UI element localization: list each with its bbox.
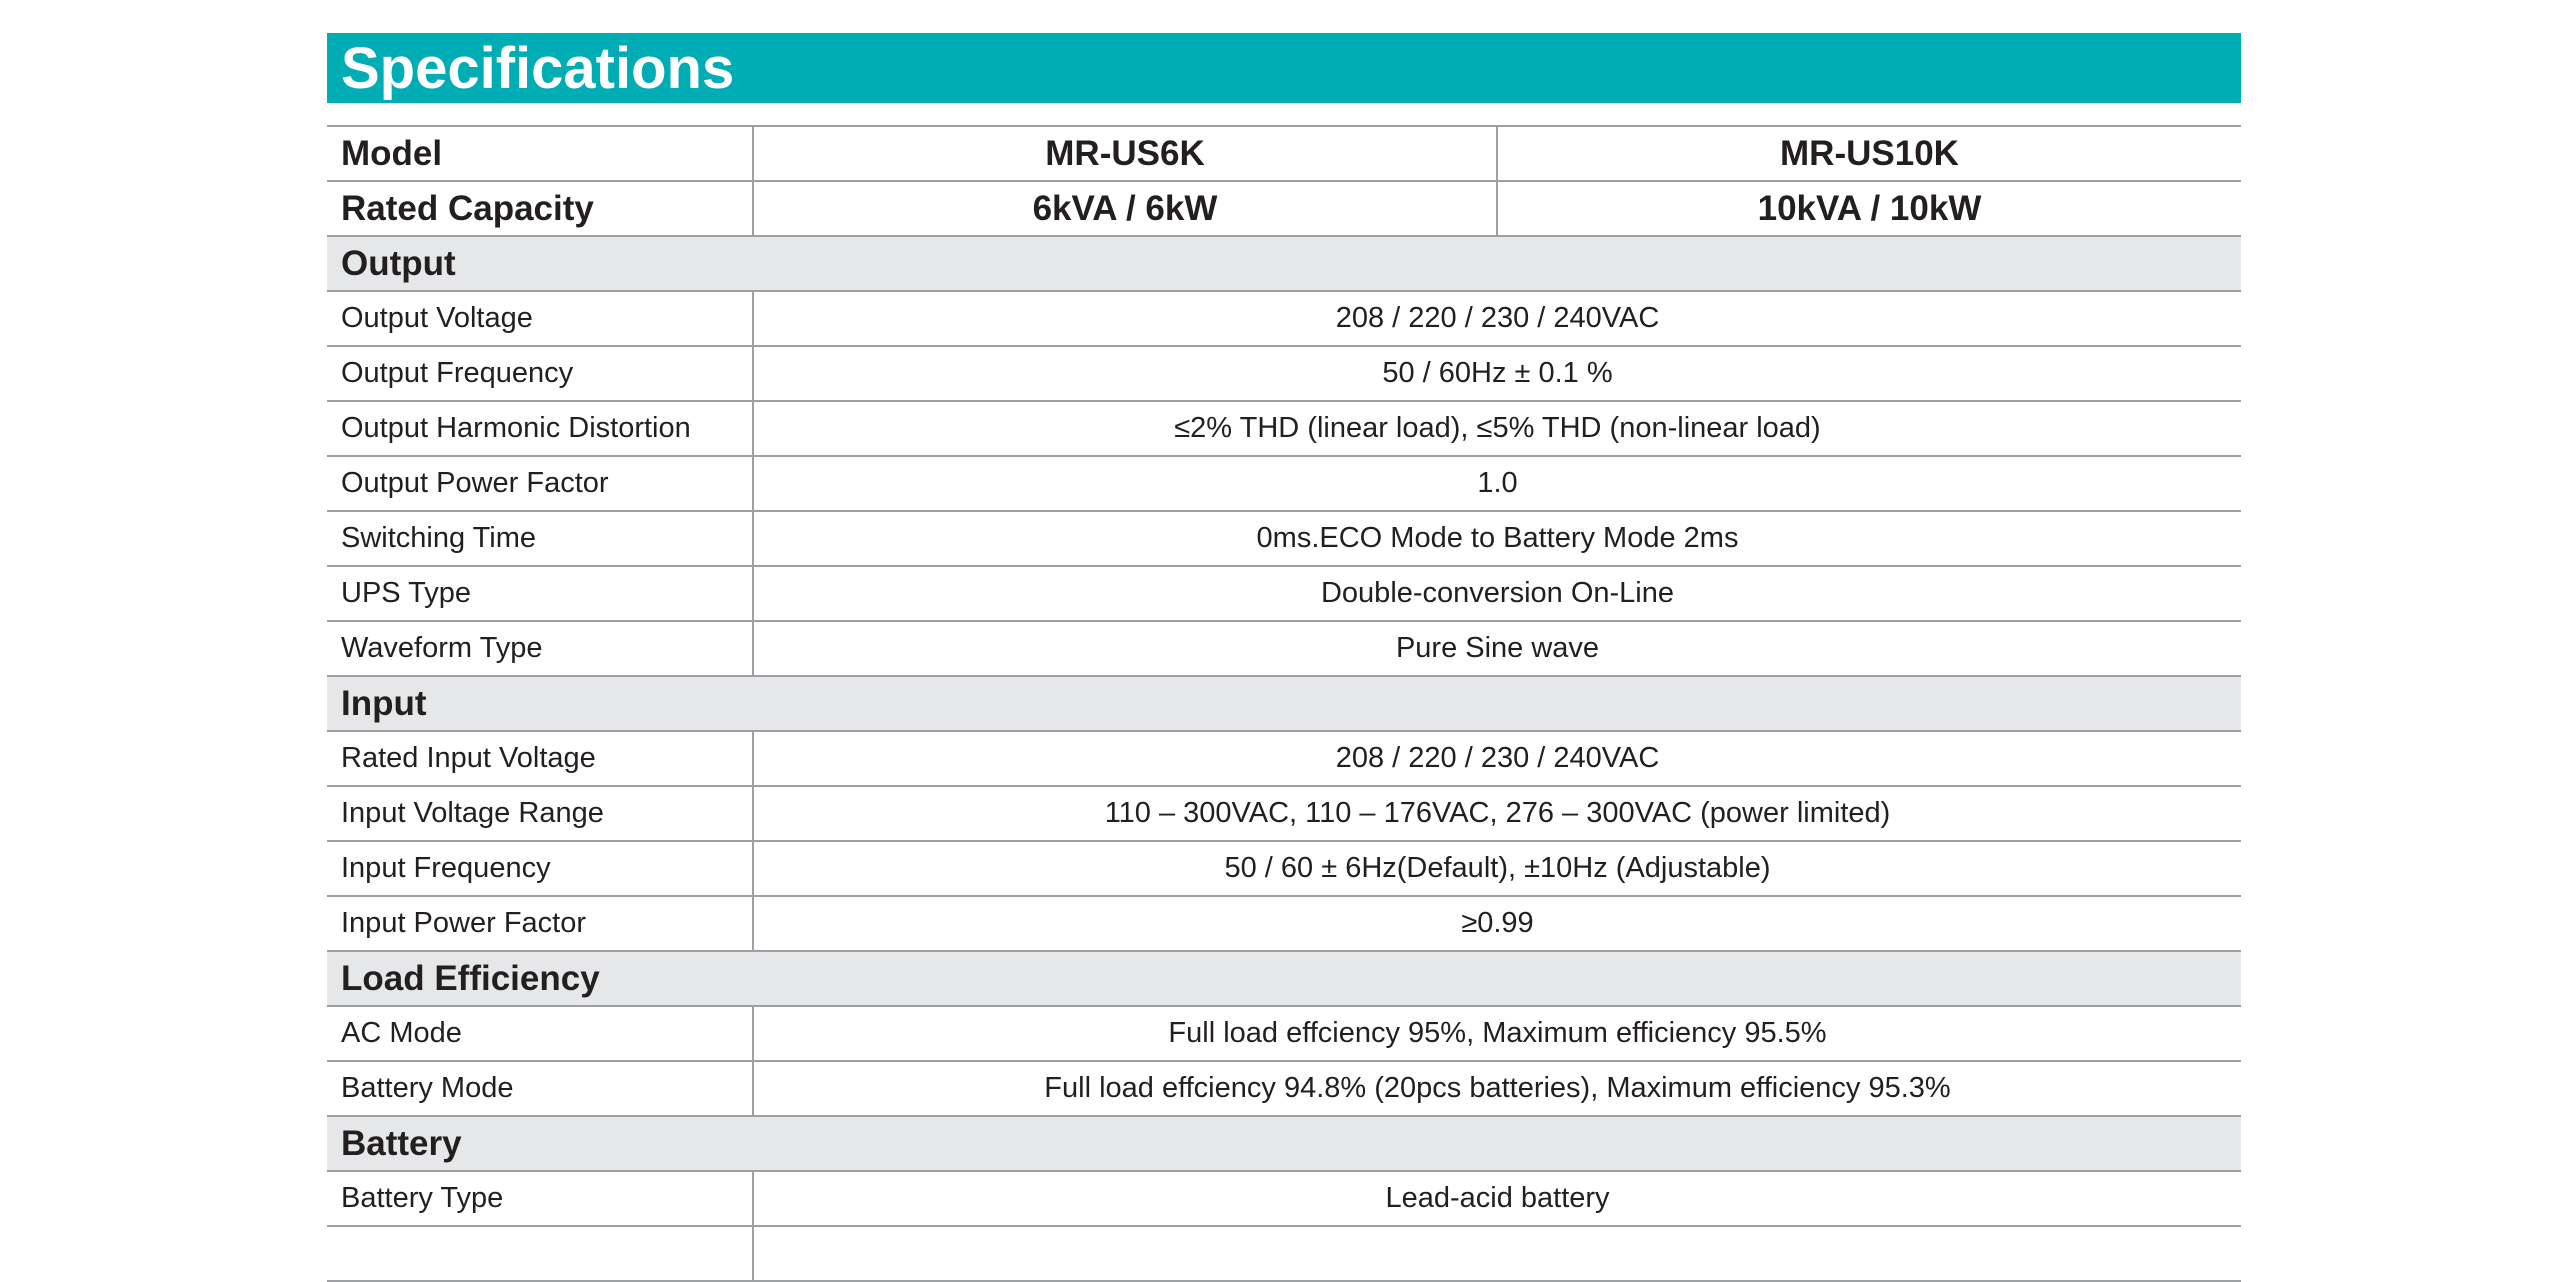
row-label: Rated Capacity	[327, 181, 753, 236]
row-value: 208 / 220 / 230 / 240VAC	[753, 291, 2241, 346]
section-output	[327, 236, 2241, 291]
row-value: Pure Sine wave	[753, 621, 2241, 676]
row-value: 0ms.ECO Mode to Battery Mode 2ms	[753, 511, 2241, 566]
table-row	[327, 1006, 2241, 1061]
row-value: 208 / 220 / 230 / 240VAC	[753, 731, 2241, 786]
row-value: 50 / 60 ± 6Hz(Default), ±10Hz (Adjustable)	[753, 841, 2241, 896]
row-label: Switching Time	[327, 511, 753, 566]
model-6k: MR-US6K	[753, 126, 1497, 181]
row-value: 50 / 60Hz ± 0.1 %	[753, 346, 2241, 401]
row-label: Output Frequency	[327, 346, 753, 401]
spec-table	[327, 125, 2241, 1282]
page-title: Specifications	[341, 35, 735, 101]
section-title: Output	[327, 236, 2241, 291]
table-row	[327, 731, 2241, 786]
row-label: Input Voltage Range	[327, 786, 753, 841]
capacity-10k: 10kVA / 10kW	[1497, 181, 2241, 236]
table-row	[327, 291, 2241, 346]
row-label: Rated Input Voltage	[327, 731, 753, 786]
table-row	[327, 896, 2241, 951]
row-label: Input Power Factor	[327, 896, 753, 951]
row-label: UPS Type	[327, 566, 753, 621]
table-row	[327, 456, 2241, 511]
table-row	[327, 1061, 2241, 1116]
row-value: Full load effciency 94.8% (20pcs batteries), Maximum efficiency 95.3%	[753, 1061, 2241, 1116]
row-label: Output Harmonic Distortion	[327, 401, 753, 456]
table-row	[327, 1226, 2241, 1281]
row-value	[753, 1226, 2241, 1281]
row-value: Full load effciency 95%, Maximum efficiency 95.5%	[753, 1006, 2241, 1061]
row-label: Model	[327, 126, 753, 181]
table-row	[327, 841, 2241, 896]
row-label: Output Power Factor	[327, 456, 753, 511]
spec-sheet	[327, 33, 2241, 1282]
row-label: Battery Mode	[327, 1061, 753, 1116]
section-title: Load Efficiency	[327, 951, 2241, 1006]
section-load-efficiency	[327, 951, 2241, 1006]
capacity-6k: 6kVA / 6kW	[753, 181, 1497, 236]
row-label: Output Voltage	[327, 291, 753, 346]
row-value: Double-conversion On-Line	[753, 566, 2241, 621]
row-value: Lead-acid battery	[753, 1171, 2241, 1226]
row-label: AC Mode	[327, 1006, 753, 1061]
model-row	[327, 126, 2241, 181]
section-battery	[327, 1116, 2241, 1171]
row-value: ≥0.99	[753, 896, 2241, 951]
capacity-row	[327, 181, 2241, 236]
table-row	[327, 511, 2241, 566]
section-title: Input	[327, 676, 2241, 731]
table-row	[327, 401, 2241, 456]
table-row	[327, 346, 2241, 401]
table-row	[327, 1171, 2241, 1226]
table-row	[327, 786, 2241, 841]
row-label	[327, 1226, 753, 1281]
row-value: 110 – 300VAC, 110 – 176VAC, 276 – 300VAC (power limited)	[753, 786, 2241, 841]
row-value: ≤2% THD (linear load), ≤5% THD (non-linear load)	[753, 401, 2241, 456]
row-value: 1.0	[753, 456, 2241, 511]
table-row	[327, 566, 2241, 621]
title-bar	[327, 33, 2241, 103]
section-title: Battery	[327, 1116, 2241, 1171]
row-label: Input Frequency	[327, 841, 753, 896]
section-input	[327, 676, 2241, 731]
table-row	[327, 621, 2241, 676]
model-10k: MR-US10K	[1497, 126, 2241, 181]
row-label: Waveform Type	[327, 621, 753, 676]
row-label: Battery Type	[327, 1171, 753, 1226]
